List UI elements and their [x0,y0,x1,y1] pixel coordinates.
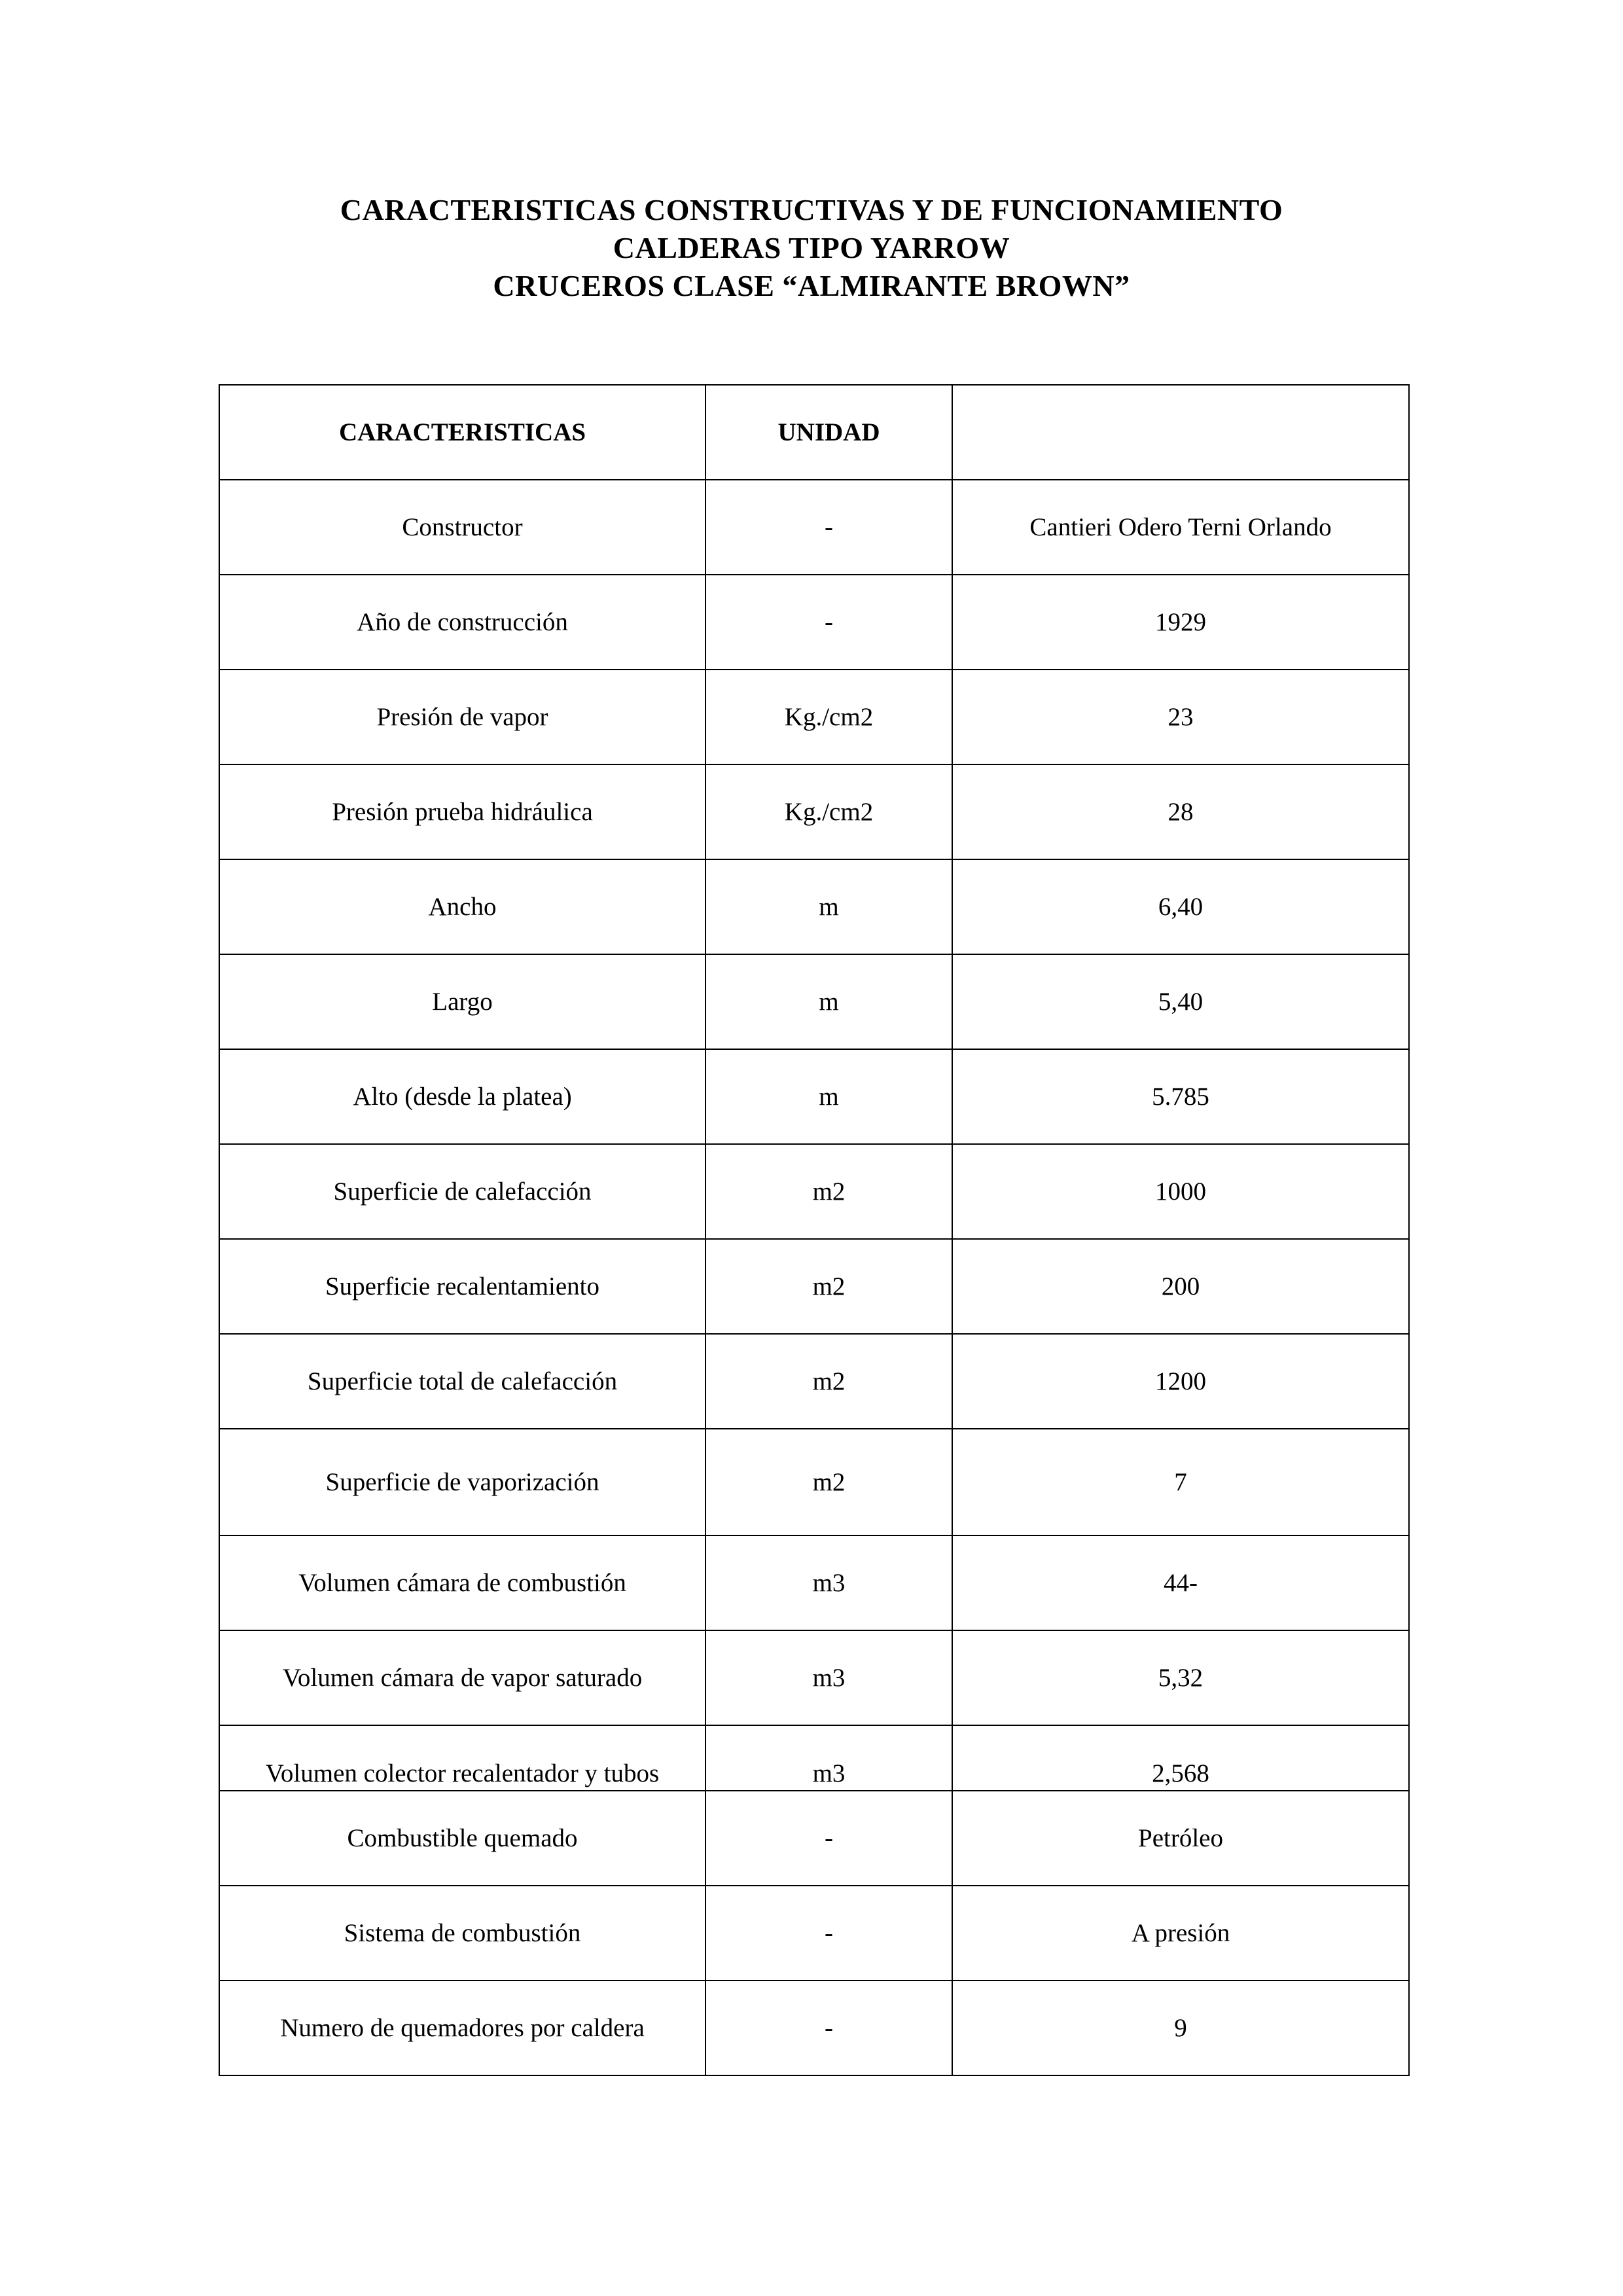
cell-valor: 200 [952,1239,1409,1334]
title-line-3: CRUCEROS CLASE “ALMIRANTE BROWN” [493,269,1130,302]
cell-unidad: Kg./cm2 [705,670,952,764]
cell-unidad: - [705,480,952,575]
cell-valor: 6,40 [952,859,1409,954]
cell-valor: 1929 [952,575,1409,670]
cell-caracteristica: Alto (desde la platea) [219,1049,705,1144]
cell-caracteristica: Presión prueba hidráulica [219,764,705,859]
table-row [219,1334,1409,1429]
cell-caracteristica: Superficie recalentamiento [219,1239,705,1334]
cell-caracteristica: Sistema de combustión [219,1886,705,1981]
table-row [219,764,1409,859]
cell-valor: 44- [952,1535,1409,1630]
cell-unidad: m2 [705,1429,952,1535]
table-row [219,575,1409,670]
cell-unidad: - [705,1886,952,1981]
cell-valor: 23 [952,670,1409,764]
cell-caracteristica: Superficie de vaporización [219,1429,705,1535]
table-row [219,1630,1409,1725]
cell-caracteristica: Volumen cámara de combustión [219,1535,705,1630]
cell-valor: 1000 [952,1144,1409,1239]
cell-unidad: m [705,954,952,1049]
cell-unidad: m2 [705,1144,952,1239]
title-line-2: CALDERAS TIPO YARROW [613,231,1010,264]
table-row [219,1535,1409,1630]
cell-valor: 5.785 [952,1049,1409,1144]
cell-caracteristica: Volumen cámara de vapor saturado [219,1630,705,1725]
cell-unidad: Kg./cm2 [705,764,952,859]
cell-valor: 1200 [952,1334,1409,1429]
specifications-table [219,384,1410,2076]
table-row [219,1049,1409,1144]
table-header-row [219,385,1409,480]
table-row [219,954,1409,1049]
table-row [219,1429,1409,1535]
cell-unidad: m3 [705,1535,952,1630]
cell-unidad: - [705,575,952,670]
cell-unidad: m2 [705,1334,952,1429]
cell-valor: Petróleo [952,1791,1409,1886]
cell-unidad: m2 [705,1239,952,1334]
header-unidad: UNIDAD [705,385,952,480]
table-row [219,1239,1409,1334]
table-row [219,480,1409,575]
cell-caracteristica: Superficie de calefacción [219,1144,705,1239]
document-title [0,191,1623,305]
table-row [219,1725,1409,1791]
header-valor [952,385,1409,480]
cell-valor: 2,568 [952,1725,1409,1791]
cell-unidad: - [705,1981,952,2075]
cell-caracteristica: Presión de vapor [219,670,705,764]
cell-unidad: m [705,859,952,954]
cell-valor: Cantieri Odero Terni Orlando [952,480,1409,575]
cell-unidad: m3 [705,1725,952,1791]
cell-valor: A presión [952,1886,1409,1981]
cell-caracteristica: Combustible quemado [219,1791,705,1886]
table-row [219,670,1409,764]
cell-unidad: m [705,1049,952,1144]
cell-caracteristica: Ancho [219,859,705,954]
cell-valor: 5,40 [952,954,1409,1049]
title-line-1: CARACTERISTICAS CONSTRUCTIVAS Y DE FUNCIONAMIENTO [340,193,1283,226]
cell-valor: 7 [952,1429,1409,1535]
cell-unidad: - [705,1791,952,1886]
cell-valor: 5,32 [952,1630,1409,1725]
table-row [219,859,1409,954]
table-row [219,1791,1409,1886]
cell-caracteristica: Volumen colector recalentador y tubos [219,1725,705,1791]
table-row [219,1981,1409,2075]
cell-caracteristica: Largo [219,954,705,1049]
cell-caracteristica: Constructor [219,480,705,575]
cell-valor: 28 [952,764,1409,859]
cell-caracteristica: Superficie total de calefacción [219,1334,705,1429]
cell-unidad: m3 [705,1630,952,1725]
cell-valor: 9 [952,1981,1409,2075]
header-caracteristicas: CARACTERISTICAS [219,385,705,480]
table-row [219,1886,1409,1981]
table-row [219,1144,1409,1239]
cell-caracteristica: Numero de quemadores por caldera [219,1981,705,2075]
cell-caracteristica: Año de construcción [219,575,705,670]
